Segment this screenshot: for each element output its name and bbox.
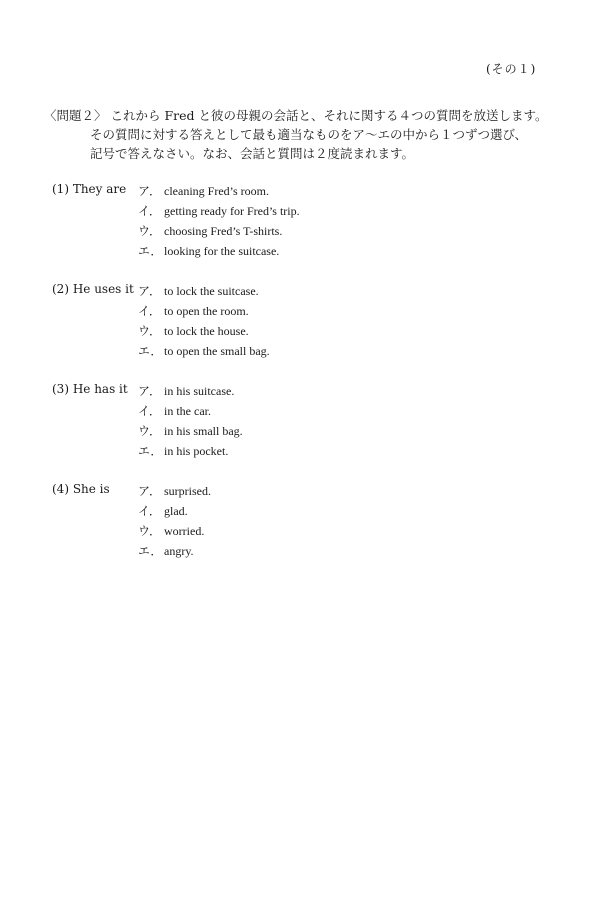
choice-mark: エ．	[138, 544, 163, 558]
choice-mark: エ．	[138, 444, 163, 458]
choice-mark: イ．	[138, 304, 161, 318]
choice-text: to open the small bag.	[164, 344, 270, 358]
question-stem: (1) They are	[52, 182, 127, 196]
choice-u	[138, 322, 249, 342]
choice-e	[138, 342, 270, 362]
choice-text: to lock the suitcase.	[164, 284, 259, 298]
choice-text: getting ready for Fred’s trip.	[164, 204, 300, 218]
question-stem: (2) He uses it	[52, 282, 134, 296]
choice-text: worried.	[164, 524, 205, 538]
choice-text: choosing Fred’s T-shirts.	[164, 224, 283, 238]
choice-u	[138, 522, 204, 542]
choice-mark: エ．	[138, 244, 163, 258]
instruction-line: その質問に対する答えとして最も適当なものをア〜エの中から１つずつ選び、	[90, 127, 528, 142]
choice-text: surprised.	[164, 484, 211, 498]
choice-text: to lock the house.	[164, 324, 249, 338]
choice-mark: ウ．	[138, 224, 162, 238]
instruction-line: 記号で答えなさい。なお、会話と質問は２度読まれます。	[90, 146, 415, 161]
choice-text: glad.	[164, 504, 188, 518]
choice-e	[138, 442, 228, 462]
choice-mark: ア．	[138, 484, 162, 498]
choice-a	[138, 282, 259, 302]
choice-mark: ア．	[138, 384, 162, 398]
choice-u	[138, 422, 243, 442]
choice-text: in his pocket.	[164, 444, 229, 458]
choice-a	[138, 382, 234, 402]
choice-e	[138, 542, 194, 562]
choice-text: in his suitcase.	[164, 384, 235, 398]
choice-i	[138, 502, 188, 522]
choice-a	[138, 482, 211, 502]
choice-mark: ウ．	[138, 324, 162, 338]
choice-mark: イ．	[138, 204, 161, 218]
choice-a	[138, 182, 269, 202]
choice-mark: イ．	[138, 404, 161, 418]
choice-text: looking for the suitcase.	[164, 244, 280, 258]
choice-e	[138, 242, 279, 262]
question-stem: (4) She is	[52, 482, 110, 496]
choice-mark: ウ．	[138, 424, 162, 438]
choice-mark: ア．	[138, 284, 162, 298]
choice-u	[138, 222, 282, 242]
question-stem: (3) He has it	[52, 382, 128, 396]
choice-mark: ア．	[138, 184, 162, 198]
page-label: (その１)	[486, 62, 537, 76]
choice-text: cleaning Fred’s room.	[164, 184, 269, 198]
instruction-line: 〈問題２〉 これから Fred と彼の母親の会話と、それに関する４つの質問を放送します。	[44, 108, 548, 123]
choice-mark: イ．	[138, 504, 161, 518]
choice-i	[138, 402, 211, 422]
choice-mark: エ．	[138, 344, 163, 358]
choice-text: angry.	[164, 544, 194, 558]
choice-text: in his small bag.	[164, 424, 243, 438]
choice-i	[138, 202, 300, 222]
instructions	[44, 106, 574, 163]
choice-mark: ウ．	[138, 524, 162, 538]
choice-text: in the car.	[164, 404, 211, 418]
choice-i	[138, 302, 249, 322]
choice-text: to open the room.	[164, 304, 249, 318]
